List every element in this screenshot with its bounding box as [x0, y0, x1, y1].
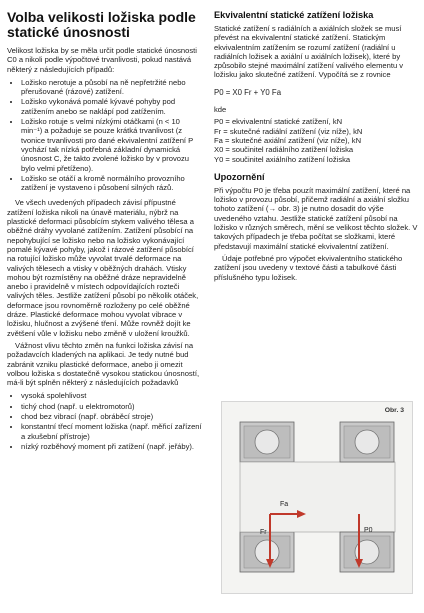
- section-heading: Ekvivalentní statické zatížení ložiska: [214, 10, 374, 20]
- definition-line: Y0 = součinitel axiálního zatížení ložiska: [214, 154, 351, 164]
- section-heading: Upozornění: [214, 171, 265, 182]
- bearing-diagram: [222, 402, 412, 593]
- list-item: • konstantní třecí moment ložiska (např. měřicí zařízení a zkušební přístroje): [21, 422, 203, 441]
- paragraph: Statické zatížení s radiálních a axiálních složek se musí převést na ekvivalentní statické zatížení. Statickým ekvivalentním zatížením se rozumí zatížení (radiální u radiálních ložisek a axiální u axiálních ložisek), které by způsobilo stejné maximální zatížení valivého elementu v ložisku jako skutečné zatížení. Vypočítá se z rovnice: [214, 24, 404, 80]
- list-item: • tichý chod (např. u elektromotorů): [21, 402, 203, 411]
- definition-line: Fa = skutečné axiální zatížení (viz níže), kN: [214, 135, 362, 145]
- section-title: Volba velikosti ložiska podle statické únosnosti: [7, 9, 196, 40]
- figure-bearing-loads: [221, 401, 413, 594]
- paragraph: Vážnost vlivu těchto změn na funkci ložiska závisí na požadavcích kladených na aplikaci. Je tedy nutné bud zabránit vzniku plastické deformace, anebo ji omezit volbou ložiska s dostatečně vysokou statickou únosností, má-li být splněn některý z následujících požadavků: [7, 340, 200, 388]
- paragraph: Údaje potřebné pro výpočet ekvivalentního statického zatížení jsou uvedeny v textové části a tabulkové části příslušného typu ložisek.: [214, 253, 403, 282]
- list-item: • Ložisko vykonává pomalé kývavé pohyby pod zatížením anebo se naklápí pod zatížením.: [21, 97, 203, 116]
- left-column: [7, 10, 203, 457]
- list-item: • nízký rozběhový moment při zatížení (např. jeřáby).: [21, 442, 203, 451]
- shaft: [240, 462, 395, 532]
- fa-label: Fa: [280, 501, 289, 508]
- list-item: • Ložisko se otáčí a kromě normálního provozního zatížení je vystaveno i působení silných rázů.: [21, 174, 203, 193]
- where-label: kde: [214, 105, 227, 115]
- definition-line: P0 = ekvivalentní statické zatížení, kN: [214, 117, 343, 127]
- conditions-list: [7, 78, 203, 193]
- list-item: • chod bez vibrací (např. obráběcí stroje): [21, 412, 203, 421]
- definitions-list: [214, 117, 418, 163]
- fr-label: Fr: [260, 529, 267, 536]
- right-column: [214, 10, 418, 285]
- equation: P0 = X0 Fr + Y0 Fa: [214, 87, 282, 97]
- p0-label: P0: [364, 527, 373, 534]
- paragraph: Ve všech uvedených případech závisí přípustné zatížení ložiska nikoli na únavě materiálu, nýbrž na plastické deformaci působícím stykem valivého tělesa a oběžné dráhy vyvolané zatížením. Zatížení působící na nepohybující se ložisko nebo na ložisko vykonávající pomalé kývavé pohyby, jakož i rázové zatížení působící na rotující ložisko může vyvolat trvalé deformace na valivých tělesech a vtisky v oběžných drahách. Vtisky mohou být rozmístěny na oběžné dráze nepravidelně anebo i pravidelně v místech odpovídajících rozteči valivých těles. Jestliže zatížení působí po několik otáček, deformace jsou rovnoměrně rozloženy po celé oběžné dráze. Plastické deformace mohou vyvolat vibrace v ložisku, hlučnost a zvýšené tření. Může rovněž dojít ke zvětšení vůle v ložisku nebo změně v uložení kroužků.: [7, 198, 199, 338]
- intro-paragraph: Velikost ložiska by se měla určit podle statické únosnosti C0 a nikoli podle výpočtové trvanlivosti, pokud nastává některý z následujících případů:: [7, 46, 197, 74]
- definition-line: X0 = součinitel radiálního zatížení ložiska: [214, 145, 354, 155]
- paragraph: Při výpočtu P0 je třeba pouzít maximální zatížení, které na ložisko v provozu působí, přičemž radiální a axiální složku tohoto zatížení (→ obr. 3) je nutno dosadit do výše uvedeného vztahu. Jestliže statické zatížení působí na ložisko v různých směrech, mění se velikost těchto složek. V takových případech je třeba počítat se složkami, které představují maximální statické ekvivalentní zatížení.: [214, 185, 418, 251]
- list-item: • Ložisko nerotuje a působí na ně nepřetržité nebo přerušované (rázové) zatížení.: [21, 78, 203, 97]
- figure-label: Obr. 3: [384, 407, 404, 414]
- requirements-list: [7, 391, 203, 451]
- list-item: • Ložisko rotuje s velmi nízkými otáčkami (n < 10 min⁻¹) a požaduje se pouze krátká trvanlivost (z tvonice trvanlivosti pro dané ekvivalentní zatížení P vychází tak nízká potřebná základní dynamická únosnost C, že takto zvolené ložisko by v provozu bylo velmi přetíženo).: [21, 117, 203, 173]
- list-item: • vysoká spolehlivost: [21, 391, 203, 400]
- definition-line: Fr = skutečné radiální zatížení (viz níže), kN: [214, 126, 363, 136]
